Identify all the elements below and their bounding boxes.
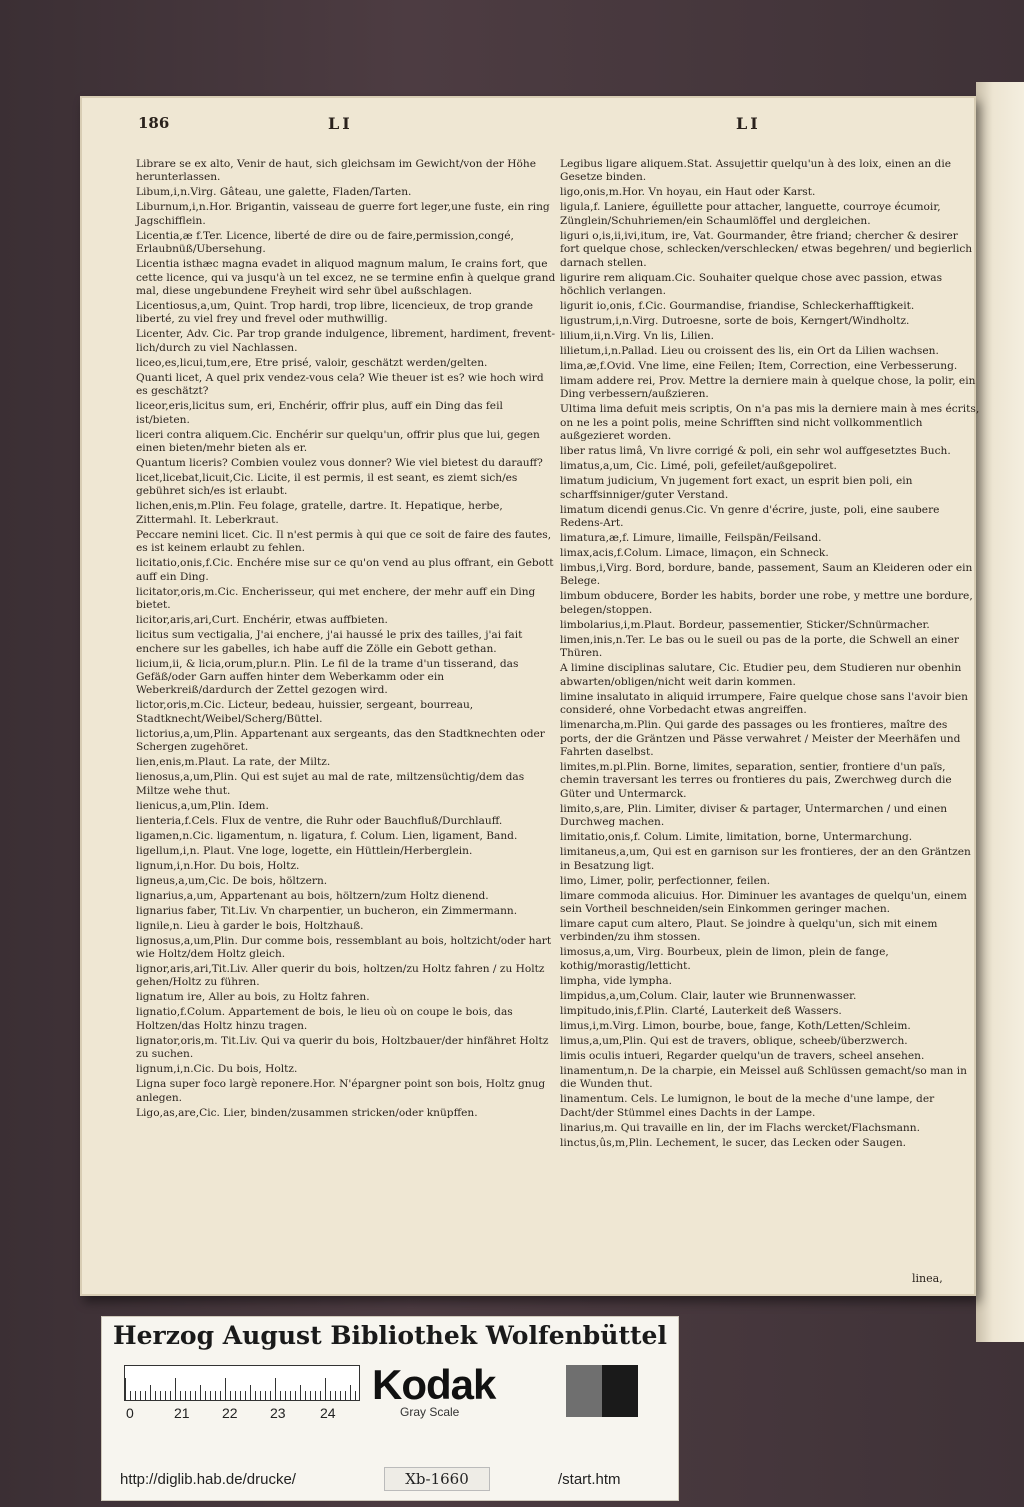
dictionary-entry: Librare se ex alto, Venir de haut, sich gleichsam im Gewicht/von der Höhe herunterlassen. [136,158,537,184]
dictionary-entry: Quanti licet, A quel prix vendez-vous cela? Wie theuer ist es? wie hoch wird es geschätzt? [136,371,544,398]
dictionary-entry: licitus sum vectigalia, J'ai enchere, j'ai haussé le prix des tailles, j'ai fait enchere sur les gabelles, ich habe auff die Zölle ein Gebott gethan. [136,629,523,655]
dictionary-entry: Licentiosus,a,um, Quint. Trop hardi, trop libre, licencieux, de trop grande liberté, zu viel frey und frevel oder muthwillig. [136,300,533,326]
ruler-tick [165,1391,166,1400]
dictionary-entry: licium,ii, & licia,orum,plur.n. Plin. Le fil de la trame d'un tisserand, das Gefäß/oder Garn auffen hinter dem Weberkamm oder ein Weberkreiß/dardurch der Zettel gezogen wird. [136,657,519,697]
ruler-tick [215,1391,216,1400]
dictionary-entry: Ligna super foco largè reponere.Hor. N'épargner point son bois, Holtz gnug anlegen. [136,1078,546,1104]
ruler-tick [255,1391,256,1400]
dictionary-entry: ligustrum,i,n.Virg. Dutroesne, sorte de bois, Kerngert/Windholtz. [560,315,910,328]
dictionary-entry: limatum dicendi genus.Cic. Vn genre d'écrire, juste, poli, eine saubere Redens-Art. [560,503,940,530]
dictionary-entry: linamentum,n. De la charpie, ein Meissel auß Schlüssen gemacht/so man in die Wunden thut. [560,1064,967,1091]
dictionary-entry: Liburnum,i,n.Hor. Brigantin, vaisseau de guerre fort leger,une fuste, ein ring Jagschifflein. [136,201,550,227]
scale-number: 21 [174,1405,190,1421]
ruler-tick [265,1391,266,1400]
dictionary-entry: lignatum ire, Aller au bois, zu Holtz fahren. [136,991,370,1004]
ruler-tick [315,1391,316,1400]
scale-number: 23 [270,1405,286,1421]
dictionary-entry: limo, Limer, polir, perfectionner, feilen. [560,874,771,887]
dictionary-entry: Ultima lima defuit meis scriptis, On n'a pas mis la derniere main à mes écrits, on ne les a point polis, meine Schrifften sind nicht vollkommentlich außgezieret worden. [560,403,980,443]
ruler-tick [290,1391,291,1400]
left-column-entries [136,158,556,1122]
dictionary-entry: limam addere rei, Prov. Mettre la derniere main à quelque chose, la polir, ein Ding verbessern/außzieren. [560,375,976,401]
dictionary-entry: liceor,eris,licitus sum, eri, Enchérir, offrir plus, auff ein Ding das feil ist/bieten. [136,400,503,426]
dictionary-entry: Licentia isthæc magna evadet in aliquod magnum malum, Ie crains fort, que cette licence, qui va jusqu'à un tel excez, ne se termine enfin à quelque grand mal, diese ungebundene Freyheit wird sehr übel außschlagen. [136,258,556,298]
dictionary-entry: lignosus,a,um,Plin. Dur comme bois, ressemblant au bois, holtzicht/oder hart wie Holtz/dem Holtz gleich. [136,934,552,960]
dictionary-entry: limenarcha,m.Plin. Qui garde des passages ou les frontieres, maître des ports, der die Gräntzen und Pässe verwahret / Meister der Meerhäfen und Fahrten daselbst. [560,719,961,758]
dictionary-entry: limatura,æ,f. Limure, limaille, Feilspän/Feilsand. [560,532,822,545]
ruler-tick [285,1391,286,1400]
ruler-tick [185,1391,186,1400]
dictionary-entry: lignum,i,n.Cic. Du bois, Holtz. [136,1063,298,1076]
dictionary-entry: linarius,m. Qui travaille en lin, der im Flachs wercket/Flachsmann. [560,1121,920,1134]
dictionary-entry: limus,i,m.Virg. Limon, bourbe, boue, fange, Koth/Letten/Schleim. [560,1019,911,1032]
dictionary-entry: Peccare nemini licet. Cic. Il n'est permis à qui que ce soit de faire des fautes, es ist keinem erlaubt zu fehlen. [136,528,552,555]
black-patch [602,1365,638,1417]
dictionary-entry: limare commoda alicuius. Hor. Diminuer les avantages de quelqu'un, einem sein Vortheil beschneiden/sein Einkommen geringer machen. [560,889,967,915]
ruler-tick [125,1378,126,1400]
ruler-tick [355,1391,356,1400]
dictionary-entry: limpitudo,inis,f.Plin. Clarté, Lauterkeit deß Wassers. [560,1004,842,1017]
dictionary-entry: Licenter, Adv. Cic. Par trop grande indulgence, librement, hardiment, frevent-lich/durch zu viel Nachlassen. [136,328,556,354]
ruler-tick [220,1391,221,1400]
dictionary-entry: liceri contra aliquem.Cic. Enchérir sur quelqu'un, offrir plus que lui, gegen einen bieten/mehr bieten als er. [136,428,540,455]
dictionary-entry: limis oculis intueri, Regarder quelqu'un de travers, scheel ansehen. [560,1049,925,1062]
dictionary-entry: lictorius,a,um,Plin. Appartenant aux sergeants, das den Stadtknechten oder Schergen zugehöret. [136,727,545,754]
dictionary-entry: ligula,f. Laniere, éguillette pour attacher, languette, courroye écumoir, Zünglein/Schuhriemen/ein Schaumlöffel und dergleichen. [560,201,941,227]
ruler-tick [335,1391,336,1400]
dictionary-entry: lienosus,a,um,Plin. Qui est sujet au mal de rate, miltzensüchtig/dem das Miltze wehe thut. [136,771,525,797]
dictionary-entry: liber ratus limâ, Vn livre corrigé & poli, ein sehr wol auffgesetztes Buch. [560,445,951,458]
dictionary-entry: lictor,oris,m.Cic. Licteur, bedeau, huissier, sergeant, bourreau, Stadtknecht/Weibel/Scherg/Büttel. [136,699,474,725]
dictionary-entry: lienicus,a,um,Plin. Idem. [136,799,269,812]
running-head-left: LI [328,114,353,133]
ruler-tick [170,1391,171,1400]
dictionary-entry: linctus,ûs,m,Plin. Lechement, le sucer, das Lecken oder Saugen. [560,1136,907,1149]
right-column-entries [560,158,980,1152]
dictionary-entry: Licentia,æ f.Ter. Licence, liberté de dire ou de faire,permission,congé, Erlaubnüß/Ubersehung. [136,229,514,256]
color-target-card [101,1316,679,1501]
ruler-tick [240,1391,241,1400]
ruler-tick [130,1391,131,1400]
ruler-tick [310,1391,311,1400]
ruler-tick [210,1391,211,1400]
ruler-tick [225,1378,226,1400]
dictionary-entry: A limine disciplinas salutare, Cic. Etudier peu, dem Studieren nur obenhin abwarten/obligen/nicht weit darin kommen. [560,662,962,688]
dictionary-entry: lilietum,i,n.Pallad. Lieu ou croissent des lis, ein Ort da Lilien wachsen. [560,345,939,358]
ruler-tick [235,1391,236,1400]
dictionary-entry: lignor,aris,ari,Tit.Liv. Aller querir du bois, holtzen/zu Holtz fahren / zu Holtz gehen/Holtz zu führen. [136,962,545,989]
scale-number: 0 [126,1405,134,1421]
dictionary-entry: limare caput cum altero, Plaut. Se joindre à quelqu'un, sich mit einem verbinden/zu ihm stossen. [560,917,938,944]
ruler-tick [260,1391,261,1400]
dictionary-entry: lichen,enis,m.Plin. Feu folage, gratelle, dartre. It. Hepatique, herbe, Zittermahl. It. Leberkraut. [136,500,503,526]
ruler-tick [320,1391,321,1400]
dictionary-entry: limen,inis,n.Ter. Le bas ou le sueil ou pas de la porte, die Schwell an einer Thüren. [560,633,959,660]
gray-patch [566,1365,602,1417]
dictionary-entry: limitatio,onis,f. Colum. Limite, limitation, borne, Untermarchung. [560,831,913,844]
ruler-tick [300,1385,301,1400]
dictionary-entry: ligneus,a,um,Cic. De bois, höltzern. [136,874,328,887]
scale-number: 24 [320,1405,336,1421]
ruler-tick [330,1391,331,1400]
dictionary-entry: lima,æ,f.Ovid. Vne lime, eine Feilen; Item, Correction, eine Verbesserung. [560,360,958,373]
dictionary-entry: limpidus,a,um,Colum. Clair, lauter wie Brunnenwasser. [560,989,857,1002]
dictionary-entry: Libum,i,n.Virg. Gâteau, une galette, Fladen/Tarten. [136,186,412,199]
dictionary-entry: ligellum,i,n. Plaut. Vne loge, logette, ein Hüttlein/Herberglein. [136,844,473,857]
dictionary-entry: limpha, vide lympha. [560,974,672,987]
dictionary-entry: Ligo,as,are,Cic. Lier, binden/zusammen stricken/oder knüpffen. [136,1106,478,1119]
dictionary-entry: Legibus ligare aliquem.Stat. Assujettir quelqu'un à des loix, einen an die Gesetze binden. [560,158,951,184]
dictionary-entry: limus,a,um,Plin. Qui est de travers, oblique, scheeb/überzwerch. [560,1034,908,1047]
dictionary-entry: lignarius,a,um, Appartenant au bois, höltzern/zum Holtz dienend. [136,889,489,902]
dictionary-entry: liguri o,is,ii,ivi,itum, ire, Vat. Gourmander, être friand; chercher & desirer fort quelque chose, schlecken/verschlecken/ etwas begehren/ und begierlich darnach stellen. [560,229,973,269]
ruler-tick [205,1391,206,1400]
dictionary-entry: Quantum liceris? Combien voulez vous donner? Wie viel bietest du darauff? [136,457,543,470]
dictionary-entry: limatum judicium, Vn jugement fort exact, un esprit bien poli, ein scharffsinniger/guter Verstand. [560,475,913,501]
dictionary-entry: lignum,i,n.Hor. Du bois, Holtz. [136,859,300,872]
dictionary-entry: limosus,a,um, Virg. Bourbeux, plein de limon, plein de fange, kothig/morastig/letticht. [560,946,889,972]
dictionary-entry: ligurit io,onis, f.Cic. Gourmandise, friandise, Schleckerhafftigkeit. [560,300,915,313]
dictionary-entry: lilium,ii,n.Virg. Vn lis, Lilien. [560,330,715,343]
kodak-logo: Kodak [372,1361,496,1408]
ruler-tick [245,1391,246,1400]
ruler-tick [155,1391,156,1400]
dictionary-page [80,96,980,1296]
measuring-ruler [124,1365,360,1401]
ruler-tick [295,1391,296,1400]
gray-scale-label: Gray Scale [400,1405,460,1419]
dictionary-entry: lienteria,f.Cels. Flux de ventre, die Ruhr oder Bauchfluß/Durchlauff. [136,814,503,827]
ruler-tick [160,1391,161,1400]
dictionary-entry: limine insalutato in aliquid irrumpere, Faire quelque chose sans l'avoir bien consideré, ohne Vorbedacht etwas angreiffen. [560,690,968,717]
catchword: linea, [912,1272,943,1285]
ruler-tick [275,1378,276,1400]
dictionary-entry: licitor,aris,ari,Curt. Enchérir, etwas auffbieten. [136,614,388,627]
dictionary-entry: limitaneus,a,um, Qui est en garnison sur les frontieres, der an den Gräntzen in Besatzung ligt. [560,846,971,872]
dictionary-entry: ligurire rem aliquam.Cic. Souhaiter quelque chose avec passion, etwas höchlich verlangen. [560,271,943,298]
scale-row [124,1361,644,1421]
ruler-tick [350,1385,351,1400]
ruler-tick [140,1391,141,1400]
dictionary-entry: licitatio,onis,f.Cic. Enchére mise sur ce qu'on vend au plus offrant, ein Gebott auff ein Ding. [136,557,554,583]
ruler-tick [340,1391,341,1400]
ruler-tick [325,1378,326,1400]
url-row [102,1465,678,1491]
running-head-right: LI [736,114,761,133]
library-name: Herzog August Bibliothek Wolfenbüttel [113,1321,667,1350]
ruler-tick [305,1391,306,1400]
ruler-tick [145,1391,146,1400]
dictionary-entry: limbum obducere, Border les habits, border une robe, y mettre une bordure, belegen/stoppen. [560,590,973,616]
dictionary-entry: lien,enis,m.Plaut. La rate, der Miltz. [136,756,331,769]
ruler-tick [230,1391,231,1400]
page-number: 186 [138,114,170,132]
dictionary-entry: limatus,a,um, Cic. Limé, poli, gefeilet/außgepoliret. [560,460,837,473]
dictionary-entry: ligo,onis,m.Hor. Vn hoyau, ein Haut oder Karst. [560,186,816,199]
dictionary-entry: limbolarius,i,m.Plaut. Bordeur, passementier, Sticker/Schnürmacher. [560,618,930,631]
adjacent-page-edge [976,82,1024,1342]
ruler-tick [135,1391,136,1400]
dictionary-entry: limbus,i,Virg. Bord, bordure, bande, passement, Saum an Kleideren oder ein Belege. [560,562,973,588]
ruler-tick [180,1391,181,1400]
dictionary-entry: lignile,n. Lieu à garder le bois, Holtzhauß. [136,919,364,932]
ruler-tick [270,1391,271,1400]
dictionary-entry: liceo,es,licui,tum,ere, Etre prisé, valoir, geschätzt werden/gelten. [136,356,488,369]
ruler-tick [190,1391,191,1400]
ruler-tick [250,1385,251,1400]
dictionary-entry: limites,m.pl.Plin. Borne, limites, separation, sentier, frontiere d'un païs, chemin traversant les terres ou frontieres du pais, Zwerchweg durch die Güter und Untermarck. [560,760,952,800]
dictionary-entry: lignarius faber, Tit.Liv. Vn charpentier, un bucheron, ein Zimmermann. [136,904,518,917]
scale-number: 22 [222,1405,238,1421]
dictionary-entry: licitator,oris,m.Cic. Encherisseur, qui met enchere, der mehr auff ein Ding bietet. [136,585,536,612]
ruler-tick [200,1385,201,1400]
dictionary-entry: licet,licebat,licuit,Cic. Licite, il est permis, il est seant, es ziemt sich/es gebühret sich/es ist erlaubt. [136,472,518,498]
ruler-tick [280,1391,281,1400]
ruler-tick [150,1385,151,1400]
ruler-tick [175,1378,176,1400]
dictionary-entry: limito,s,are, Plin. Limiter, diviser & partager, Untermarchen / und einen Durchweg machen. [560,802,948,829]
start-link: /start.htm [558,1471,621,1488]
base-url: http://diglib.hab.de/drucke/ [120,1471,296,1488]
dictionary-entry: limax,acis,f.Colum. Limace, limaçon, ein Schneck. [560,547,829,560]
dictionary-entry: ligamen,n.Cic. ligamentum, n. ligatura, f. Colum. Lien, ligament, Band. [136,829,518,842]
ruler-tick [195,1391,196,1400]
ruler-tick [345,1391,346,1400]
dictionary-entry: linamentum. Cels. Le lumignon, le bout de la meche d'une lampe, der Dacht/der Stümmel eines Dachts in der Lampe. [560,1093,935,1119]
shelfmark: Xb-1660 [384,1467,490,1491]
dictionary-entry: lignatio,f.Colum. Appartement de bois, le lieu où on coupe le bois, das Holtzen/das Holtz hinzu tragen. [136,1006,513,1032]
dictionary-entry: lignator,oris,m. Tit.Liv. Qui va querir du bois, Holtzbauer/der hinfähret Holtz zu suchen. [136,1034,549,1061]
